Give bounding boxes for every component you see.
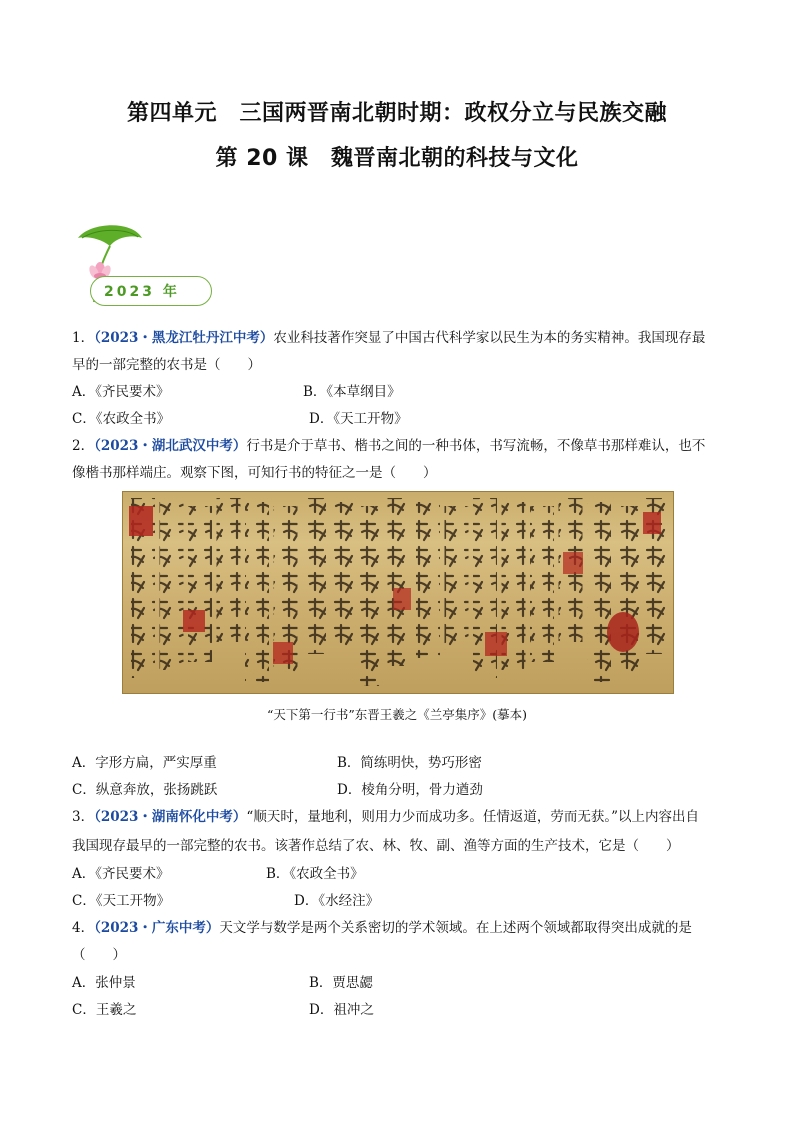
question-2-cont: 像楷书那样端庄。观察下图，可知行书的特征之一是（ ） <box>72 465 437 481</box>
calligraphy-column <box>331 502 355 646</box>
question-1-cont: 早的一部完整的农书是（ ） <box>72 357 261 373</box>
question-text: “顺天时，量地利，则用力少而成功多。任情返道，劳而无获。”以上内容出自 <box>246 809 699 825</box>
question-4 <box>72 918 692 938</box>
question-3 <box>72 807 699 827</box>
calligraphy-column <box>388 498 412 666</box>
calligraphy-column <box>359 506 383 686</box>
calligraphy-column <box>530 506 554 662</box>
question-text: 行书是介于草书、楷书之间的一种书体，书写流畅，不像草书那样难认，也不 <box>246 438 706 454</box>
option-c: C．《天工开物》 <box>72 893 171 909</box>
question-source: （2023・湖南怀化中考） <box>94 809 247 825</box>
calligraphy-column <box>188 506 212 662</box>
question-1 <box>72 328 705 348</box>
question-number: 4． <box>72 920 95 936</box>
calligraphy-column <box>245 502 269 682</box>
question-number: 3． <box>72 809 95 825</box>
calligraphy-column <box>587 502 611 682</box>
question-text: 农业科技著作突显了中国古代科学家以民生为本的务实精神。我国现存最 <box>273 330 706 346</box>
option-c: C．《农政全书》 <box>72 411 171 427</box>
option-a: A．《齐民要术》 <box>72 866 170 882</box>
unit-title: 第四单元 三国两晋南北朝时期：政权分立与民族交融 <box>126 101 667 126</box>
option-b: B．《农政全书》 <box>266 866 364 882</box>
calligraphy-column <box>217 498 241 642</box>
calligraphy-column <box>416 502 440 658</box>
option-b: B．简练明快，势巧形密 <box>337 755 482 771</box>
calligraphy-column <box>445 506 469 650</box>
option-d: D．祖冲之 <box>309 1002 374 1018</box>
question-4-cont: （ ） <box>72 947 126 963</box>
question-3-cont: 我国现存最早的一部完整的农书。该著作总结了农、林、牧、副、渔等方面的生产技术，它是（ ） <box>72 838 680 854</box>
option-a: A．字形方扁，严实厚重 <box>72 755 217 771</box>
option-a: A．张仲景 <box>72 975 136 991</box>
question-number: 2． <box>72 438 95 454</box>
lesson-title: 第 20 课 魏晋南北朝的科技与文化 <box>215 146 579 171</box>
question-source: （2023・湖北武汉中考） <box>94 438 247 454</box>
option-c: C．王羲之 <box>72 1002 137 1018</box>
calligraphy-scroll-image <box>122 491 674 694</box>
option-b: B．贾思勰 <box>309 975 373 991</box>
question-text: 天文学与数学是两个关系密切的学术领域。在上述两个领域都取得突出成就的是 <box>219 920 692 936</box>
badge-year: 2023 年 <box>104 284 180 300</box>
image-caption: “天下第一行书”东晋王羲之《兰亭集序》(摹本) <box>266 707 528 722</box>
question-source: （2023・黑龙江牡丹江中考） <box>94 330 274 346</box>
calligraphy-column <box>160 502 184 670</box>
option-d: D．《水经注》 <box>294 893 380 909</box>
year-badge <box>70 224 220 308</box>
option-c: C．纵意奔放，张扬跳跃 <box>72 782 218 798</box>
option-b: B．《本草纲目》 <box>303 384 401 400</box>
calligraphy-column <box>302 498 326 654</box>
question-number: 1． <box>72 330 95 346</box>
question-source: （2023・广东中考） <box>94 920 220 936</box>
option-a: A．《齐民要术》 <box>72 384 170 400</box>
calligraphy-strokes <box>123 492 673 693</box>
option-d: D．《天工开物》 <box>309 411 408 427</box>
option-d: D．棱角分明，骨力遒劲 <box>337 782 483 798</box>
question-2 <box>72 436 705 456</box>
